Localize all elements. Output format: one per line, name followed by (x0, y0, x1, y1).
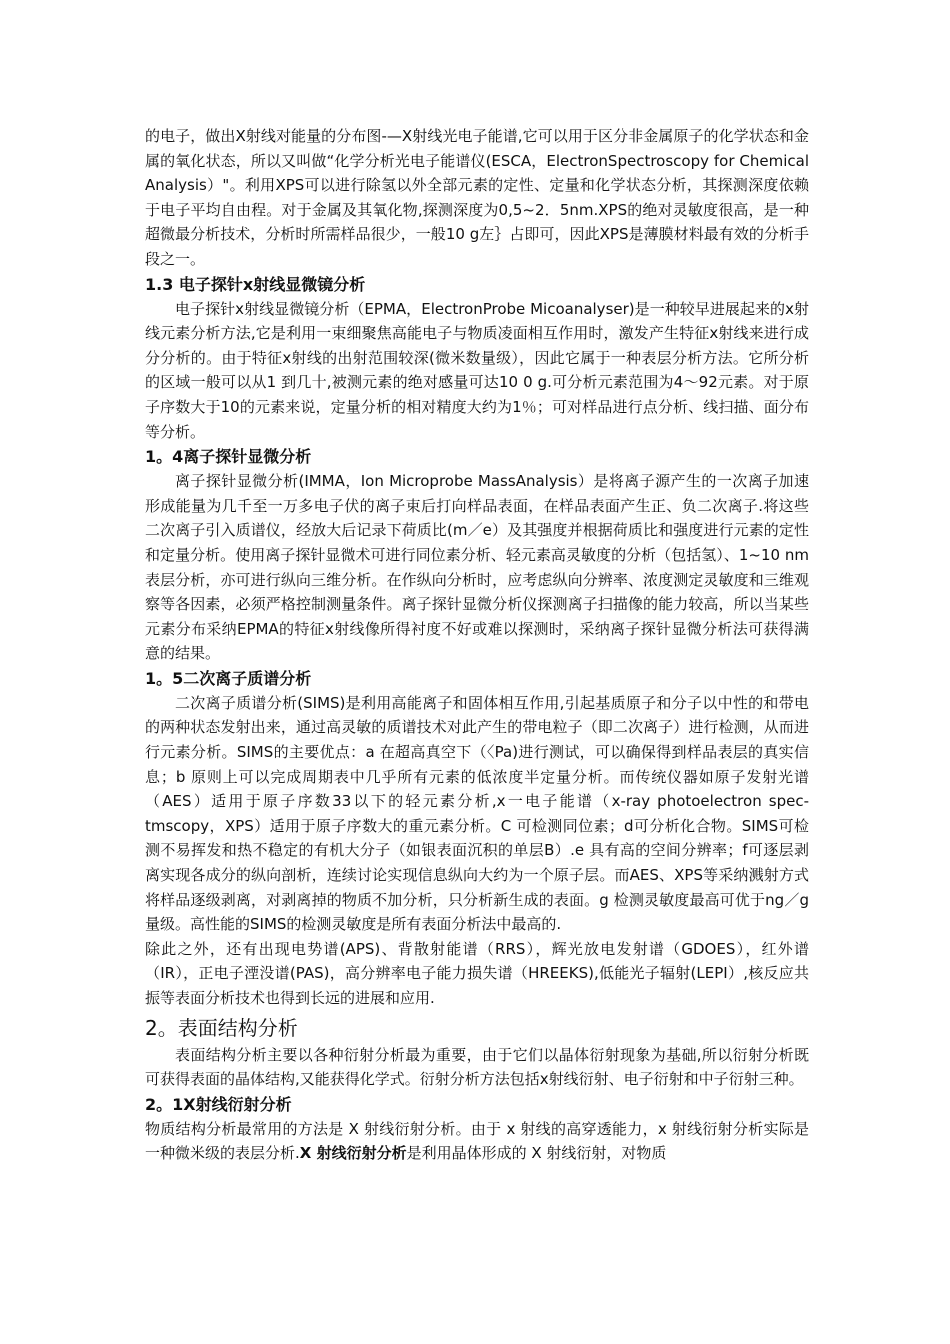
paragraph-sims: 二次离子质谱分析(SIMS)是利用高能离子和固体相互作用,引起基质原子和分子以中性的和带电的两种状态发射出来，通过高灵敏的质谱技术对此产生的带电粒子（即二次离子）进行检测，从而进行元素分析。SIMS的主要优点：a 在超高真空下（〈Pa)进行测试，可以确保得到样品表层的真实信息；b 原则上可以完成周期表中几乎所有元素的低浓度半定量分析。而传统仪器如原子发射光谱（AES）适用于原子序数33以下的轻元素分析,x一电子能谱（x-ray photoelectron spec-tmscopy，XPS）适用于原子序数大的重元素分析。C 可检测同位素；d可分析化合物。SIMS可检测不易挥发和热不稳定的有机大分子（如银表面沉积的单层B）.e 具有高的空间分辨率；f可逐层剥离实现各成分的纵向剖析，连续讨论实现信息纵向大约为一个原子层。而AES、XPS等采纳溅射方式将样品逐级剥离，对剥离掉的物质不加分析，只分析新生成的表面。g 检测灵敏度最高可优于ng／g量级。高性能的SIMS的检测灵敏度是所有表面分析法中最高的. (145, 693, 809, 934)
heading-1-5: 1。5二次离子质谱分析 (145, 668, 312, 688)
heading-2-1: 2。1X射线衍射分析 (145, 1094, 292, 1114)
paragraph-other-methods: 除此之外，还有出现电势谱(APS)、背散射能谱（RRS），辉光放电发射谱（GDOES），红外谱（IR），正电子湮没谱(PAS)，高分辨率电子能力损失谱（HREEKS),低能光子辐射(LEPI）,核反应共振等表面分析技术也得到长远的进展和应用. (145, 939, 809, 1007)
heading-1-4: 1。4离子探针显微分析 (145, 447, 312, 467)
paragraph-xps: 的电子，做出X射线对能量的分布图-—X射线光电子能谱,它可以用于区分非金属原子的化学状态和金属的氧化状态，所以又叫做“化学分析光电子能谱仪(ESCA，ElectronSpectroscopy for Chemical Analysis）"。利用XPS可以进行除氢以外全部元素的定性、定量和化学状态分析，其探测深度依赖于电子平均自由程。对于金属及其氧化物,探测深度为0,5~2．5nm.XPS的绝对灵敏度很高，是一种超微最分析技术，分析时所需样品很少，一般10 g左｝占即可，因此XPS是薄膜材料最有效的分析手段之一。 (145, 127, 809, 268)
paragraph-imma: 离子探针显微分析(IMMA，Ion Microprobe MassAnalysis）是将离子源产生的一次离子加速形成能量为几千至一万多电子伏的离子束后打向样品表面，在样品表面产生正、负二次离子.将这些二次离子引入质谱仪，经放大后记录下荷质比(m／e）及其强度并根据荷质比和强度进行元素的定性和定量分析。使用离子探针显微术可进行同位素分析、轻元素高灵敏度的分析（包括氢）、1~10 nm表层分析，亦可进行纵向三维分析。在作纵向分析时，应考虑纵向分辨率、浓度测定灵敏度和三维观察等各因素，必须严格控制测量条件。离子探针显微分析仪探测离子扫描像的能力较高，所以当某些元素分布采纳EPMA的特征x射线像所得衬度不好或难以探测时，采纳离子探针显微分析法可获得满意的结果。 (145, 472, 809, 663)
paragraph-epma: 电子探针x射线显微镜分析（EPMA，ElectronProbe Micoanalyser)是一种较早进展起来的x射线元素分析方法,它是利用一束细聚焦高能电子与物质凌面相互作用时，激发产生特征x射线来进行成分分析的。由于特征x射线的出射范围较深(微米数量级），因此它属于一种表层分析方法。它所分析的区域一般可以从1 到几十,被测元素的绝对感量可达10 0 g.可分析元素范围为4～92元素。对于原子序数大于10的元素来说，定量分析的相对精度大约为1％；可对样品进行点分析、线扫描、面分布等分析。 (145, 299, 809, 441)
xrd-text-c: 是利用晶体形成的 X 射线衍射，对物质 (406, 1144, 667, 1163)
paragraph-xrd (145, 1117, 809, 1166)
document-page (145, 124, 809, 1166)
xrd-bold-term: X 射线衍射分析 (299, 1144, 407, 1163)
paragraph-structure: 表面结构分析主要以各种衍射分析最为重要，由于它们以晶体衍射现象为基础,所以衍射分析既可获得表面的晶体结构,又能获得化学式。衍射分析方法包括x射线衍射、电子衍射和中子衍射三种。 (145, 1045, 809, 1089)
xrd-text-a: 物质结构分析最常用的方法是 X 射线衍射分析。由于 x 射线的高穿透能力，x 射线衍射分析实际是一种微米级的表层分析. (145, 1119, 809, 1163)
heading-1-3: 1.3 电子探针x射线显微镜分析 (145, 274, 366, 294)
heading-2: 2。表面结构分析 (145, 1015, 298, 1040)
